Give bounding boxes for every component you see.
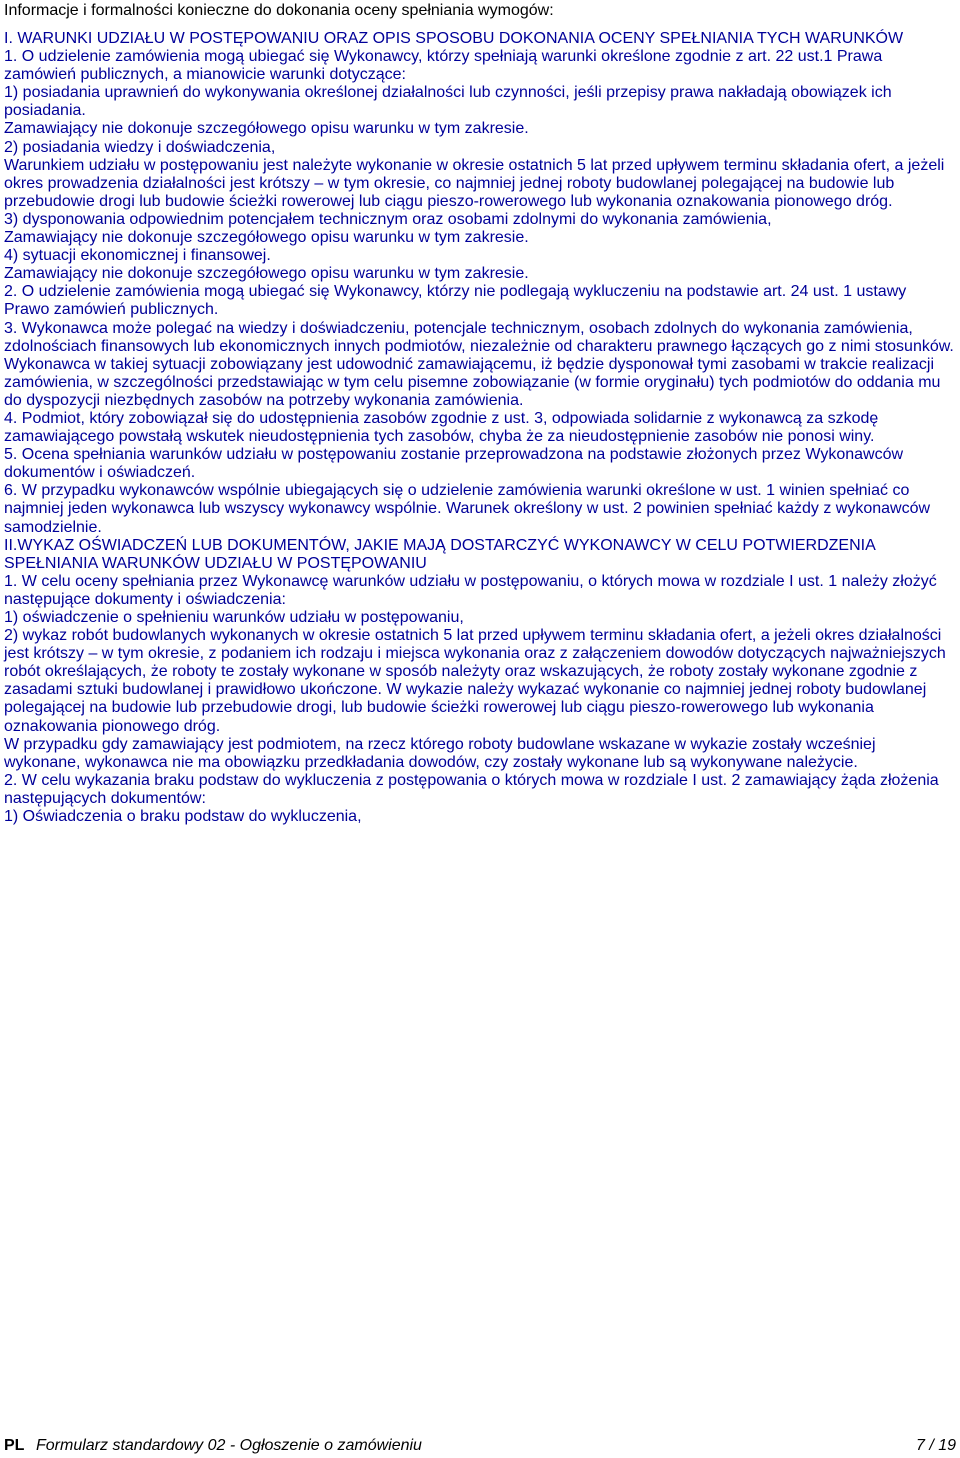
paragraph: 2. O udzielenie zamówienia mogą ubiegać się Wykonawcy, którzy nie podlegają wykluczeniu na podstawie art. 24 ust. 1 ustawy Prawo zamówień publicznych. <box>4 283 907 319</box>
page-footer <box>0 1435 960 1457</box>
paragraph: W przypadku gdy zamawiający jest podmiotem, na rzecz którego roboty budowlane wskazane w wykazie zostały wcześniej wykonane, wykonawca nie ma obowiązku przedkładania dowodów, czy zostały wykonane lub są wykonywane należycie. <box>4 735 876 771</box>
paragraph: 1) oświadczenie o spełnieniu warunków udziału w postępowaniu, <box>4 609 464 626</box>
paragraph: 1. O udzielenie zamówienia mogą ubiegać się Wykonawcy, którzy spełniają warunki określone zgodnie z art. 22 ust.1 Prawa zamówień publicznych, a mianowicie warunki dotyczące: <box>4 48 883 84</box>
page-heading: Informacje i formalności konieczne do dokonania oceny spełniania wymogów: <box>4 2 554 19</box>
paragraph: 3. Wykonawca może polegać na wiedzy i doświadczeniu, potencjale technicznym, osobach zdolnych do wykonania zamówienia, zdolnościach finansowych lub ekonomicznych innych podmiotów, niezależnie od charakteru prawnego łączących go z nimi stosunków. Wykonawca w takiej sytuacji zobowiązany jest udowodnić zamawiającemu, iż będzie dysponował tymi zasobami w trakcie realizacji zamówienia, w szczególności przedstawiając w tym celu pisemne zobowiązanie (w formie oryginału) tych podmiotów do oddania mu do dyspozycji niezbędnych zasobów na potrzeby wykonania zamówienia. <box>4 319 954 409</box>
footer-page-number: 7 / 19 <box>915 1437 956 1454</box>
paragraph: 4) sytuacji ekonomicznej i finansowej. <box>4 247 271 265</box>
paragraph: 1) Oświadczenia o braku podstaw do wykluczenia, <box>4 808 362 826</box>
paragraph: 2) posiadania wiedzy i doświadczenia, <box>4 138 276 156</box>
section-title-conditions: I. WARUNKI UDZIAŁU W POSTĘPOWANIU ORAZ OPIS SPOSOBU DOKONANIA OCENY SPEŁNIANIA TYCH WARUNKÓW <box>4 30 904 47</box>
paragraph: Zamawiający nie dokonuje szczegółowego opisu warunku w tym zakresie. <box>4 265 529 283</box>
paragraph: Warunkiem udziału w postępowaniu jest należyte wykonanie w okresie ostatnich 5 lat przed upływem terminu składania ofert, a jeżeli okres prowadzenia działalności jest krótszy – w tym okresie, co najmniej jednej roboty budowlanej polegającej na budowie lub przebudowie drogi lub budowie ścieżki rowerowej lub ciągu pieszo-rowerowego lub wykonania oznakowania pionowego dróg. <box>4 156 945 210</box>
footer-language: PL <box>4 1437 25 1454</box>
paragraph: 2) wykaz robót budowlanych wykonanych w okresie ostatnich 5 lat przed upływem terminu składania ofert, a jeżeli okres działalności jest krótszy – w tym okresie, z podaniem ich rodzaju i miejsca wykonania oraz z załączeniem dowodów dotyczących najważniejszych robót określających, że roboty te zostały wykonane w sposób należyty oraz wskazujących, że roboty zostały wykonane zgodnie z zasadami sztuki budowlanej i prawidłowo ukończone. W wykazie należy wykazać wykonanie co najmniej jednej roboty budowlanej polegającej na budowie lub przebudowie drogi, lub budowie ścieżki rowerowej lub ciągu pieszo-rowerowego lub wykonania oznakowania pionowego dróg. <box>4 627 946 735</box>
section-title-documents: II.WYKAZ OŚWIADCZEŃ LUB DOKUMENTÓW, JAKIE MAJĄ DOSTARCZYĆ WYKONAWCY W CELU POTWIERDZENIA SPEŁNIANIA WARUNKÓW UDZIAŁU W POSTĘPOWANIU <box>4 536 875 572</box>
paragraph: Zamawiający nie dokonuje szczegółowego opisu warunku w tym zakresie. <box>4 120 529 138</box>
footer-form-title: Formularz standardowy 02 - Ogłoszenie o zamówieniu <box>36 1437 422 1454</box>
paragraph: 4. Podmiot, który zobowiązał się do udostępnienia zasobów zgodnie z ust. 3, odpowiada solidarnie z wykonawcą za szkodę zamawiającego powstałą wskutek nieudostępnienia tych zasobów, chyba że za nieudostępnienie zasobów nie ponosi winy. <box>4 409 879 446</box>
paragraph: Zamawiający nie dokonuje szczegółowego opisu warunku w tym zakresie. <box>4 229 529 247</box>
paragraph: 1. W celu oceny spełniania przez Wykonawcę warunków udziału w postępowaniu, o których mowa w rozdziale I ust. 1 należy złożyć następujące dokumenty i oświadczenia: <box>4 572 937 608</box>
paragraph: 6. W przypadku wykonawców wspólnie ubiegających się o udzielenie zamówienia warunki określone w ust. 1 winien spełniać co najmniej jeden wykonawca lub wszyscy wykonawcy wspólnie. Warunek określony w ust. 2 powinien spełniać każdy z wykonawców samodzielnie. <box>4 482 931 536</box>
paragraph: 5. Ocena spełniania warunków udziału w postępowaniu zostanie przeprowadzona na podstawie złożonych przez Wykonawców dokumentów i oświadczeń. <box>4 446 904 482</box>
paragraph: 2. W celu wykazania braku podstaw do wykluczenia z postępowania o których mowa w rozdziale I ust. 2 zamawiający żąda złożenia następujących dokumentów: <box>4 771 939 807</box>
document-body <box>4 30 956 826</box>
paragraph: 3) dysponowania odpowiednim potencjałem technicznym oraz osobami zdolnymi do wykonania zamówienia, <box>4 210 772 228</box>
paragraph: 1) posiadania uprawnień do wykonywania określonej działalności lub czynności, jeśli przepisy prawa nakładają obowiązek ich posiadania. <box>4 84 892 120</box>
